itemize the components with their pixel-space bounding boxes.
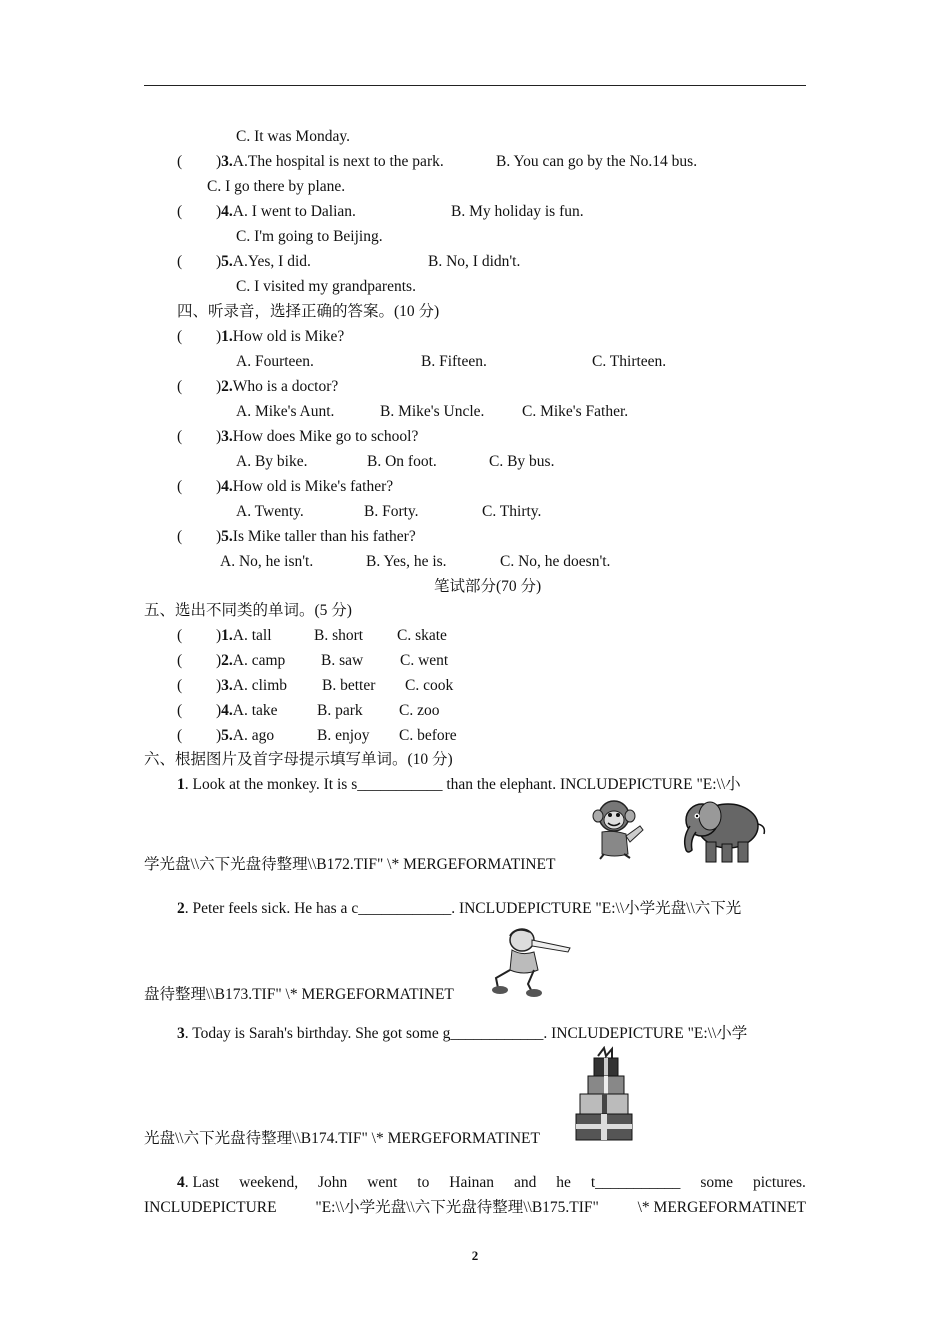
sick-boy-image xyxy=(484,926,574,998)
p4-q1-question: )1.How old is Mike? xyxy=(216,328,345,345)
p3-q4-option-b: B. My holiday is fun. xyxy=(451,203,584,220)
elephant-image xyxy=(676,794,768,866)
p5-q2-option-a: )2.A. camp xyxy=(216,652,286,669)
p4-q4-option-c: C. Thirty. xyxy=(482,503,542,520)
p3-q5-option-c: C. I visited my grandparents. xyxy=(236,278,416,295)
p4-q3-question: )3.How does Mike go to school? xyxy=(216,428,419,445)
p5-q3-option-b: B. better xyxy=(322,677,376,694)
option-a: A.Yes, I did. xyxy=(232,253,311,270)
p4-q3-paren: ( xyxy=(177,428,183,445)
part6-heading: 六、根据图片及首字母提示填写单词。(10 分) xyxy=(144,751,453,768)
p3-q4-paren: ( xyxy=(177,203,183,220)
p3-q3-option-b: B. You can go by the No.14 bus. xyxy=(496,153,698,170)
p4-q3-option-b: B. On foot. xyxy=(367,453,437,470)
p4-q2-option-b: B. Mike's Uncle. xyxy=(380,403,485,420)
p6-q1-text: 1. Look at the monkey. It is s___________ than the elephant. INCLUDEPICTURE "E:\\小 xyxy=(177,776,741,793)
option-a: A. I went to Dalian. xyxy=(232,203,356,220)
p5-q1-option-c: C. skate xyxy=(397,627,447,644)
p3-q5-option-b: B. No, I didn't. xyxy=(428,253,521,270)
p4-q5-option-a: A. No, he isn't. xyxy=(220,553,314,570)
part4-heading: 四、听录音，选择正确的答案。(10 分) xyxy=(177,303,440,320)
p5-q1-paren: ( xyxy=(177,627,183,644)
p5-q4-option-b: B. park xyxy=(317,702,363,719)
p4-q2-option-c: C. Mike's Father. xyxy=(522,403,629,420)
p4-q3-option-a: A. By bike. xyxy=(236,453,308,470)
p5-q1-option-b: B. short xyxy=(314,627,364,644)
p4-q1-option-c: C. Thirteen. xyxy=(592,353,667,370)
p3-q5-row: )5.A.Yes, I did. xyxy=(216,253,311,270)
p4-q5-option-c: C. No, he doesn't. xyxy=(500,553,611,570)
p3-q4-row: )4.A. I went to Dalian. xyxy=(216,203,356,220)
p6-q3-text: 3. Today is Sarah's birthday. She got some g____________. INCLUDEPICTURE "E:\\小学 xyxy=(177,1025,748,1042)
p5-q5-option-a: )5.A. ago xyxy=(216,727,275,744)
p6-q3-continuation: 光盘\\六下光盘待整理\\B174.TIF" \* MERGEFORMATINET xyxy=(144,1130,540,1147)
p3-q3-row: )3.A.The hospital is next to the park. xyxy=(216,153,444,170)
p4-q4-question: )4.How old is Mike's father? xyxy=(216,478,394,495)
p4-q5-question: )5.Is Mike taller than his father? xyxy=(216,528,416,545)
p4-q5-option-b: B. Yes, he is. xyxy=(366,553,447,570)
p5-q2-option-b: B. saw xyxy=(321,652,364,669)
written-section-heading: 笔试部分(70 分) xyxy=(434,578,542,595)
p4-q3-option-c: C. By bus. xyxy=(489,453,555,470)
p4-q2-option-a: A. Mike's Aunt. xyxy=(236,403,335,420)
p3-q3-option-c: C. I go there by plane. xyxy=(207,178,346,195)
p5-q5-option-b: B. enjoy xyxy=(317,727,370,744)
p3-q5-paren: ( xyxy=(177,253,183,270)
p6-q4-continuation: INCLUDEPICTURE "E:\\小学光盘\\六下光盘待整理\\B175.TIF" \* MERGEFORMATINET xyxy=(144,1199,806,1216)
p6-q1-continuation: 学光盘\\六下光盘待整理\\B172.TIF" \* MERGEFORMATINET xyxy=(144,856,556,873)
p4-q1-option-b: B. Fifteen. xyxy=(421,353,487,370)
p6-q2-text: 2. Peter feels sick. He has a c____________. INCLUDEPICTURE "E:\\小学光盘\\六下光 xyxy=(177,900,742,917)
p5-q4-option-c: C. zoo xyxy=(399,702,440,719)
page-number: 2 xyxy=(471,1248,479,1263)
p4-q2-question: )2.Who is a doctor? xyxy=(216,378,339,395)
p4-q1-option-a: A. Fourteen. xyxy=(236,353,314,370)
p4-q4-paren: ( xyxy=(177,478,183,495)
p5-q4-option-a: )4.A. take xyxy=(216,702,278,719)
monkey-image xyxy=(590,796,646,860)
option-a: A.The hospital is next to the park. xyxy=(232,153,444,170)
p5-q5-paren: ( xyxy=(177,727,183,744)
p3-q3-paren: ( xyxy=(177,153,183,170)
question-number: 3. xyxy=(221,153,233,170)
question-number: 4. xyxy=(221,203,233,220)
p5-q2-option-c: C. went xyxy=(400,652,449,669)
p4-q5-paren: ( xyxy=(177,528,183,545)
p3-q2-option-c: C. It was Monday. xyxy=(236,128,350,145)
p6-q4-text: 4. Last weekend, John went to Hainan and he t___________ some pictures. xyxy=(177,1174,806,1191)
gift-boxes-image xyxy=(574,1046,636,1144)
part5-heading: 五、选出不同类的单词。(5 分) xyxy=(144,602,352,619)
p5-q3-option-a: )3.A. climb xyxy=(216,677,288,694)
p5-q4-paren: ( xyxy=(177,702,183,719)
p6-q2-continuation: 盘待整理\\B173.TIF" \* MERGEFORMATINET xyxy=(144,986,454,1003)
p5-q2-paren: ( xyxy=(177,652,183,669)
p5-q1-option-a: )1.A. tall xyxy=(216,627,272,644)
p4-q2-paren: ( xyxy=(177,378,183,395)
p5-q3-paren: ( xyxy=(177,677,183,694)
p4-q1-paren: ( xyxy=(177,328,183,345)
question-number: 5. xyxy=(221,253,233,270)
p5-q5-option-c: C. before xyxy=(399,727,457,744)
p4-q4-option-a: A. Twenty. xyxy=(236,503,304,520)
p5-q3-option-c: C. cook xyxy=(405,677,454,694)
p4-q4-option-b: B. Forty. xyxy=(364,503,419,520)
p3-q4-option-c: C. I'm going to Beijing. xyxy=(236,228,383,245)
header-rule xyxy=(144,85,806,86)
